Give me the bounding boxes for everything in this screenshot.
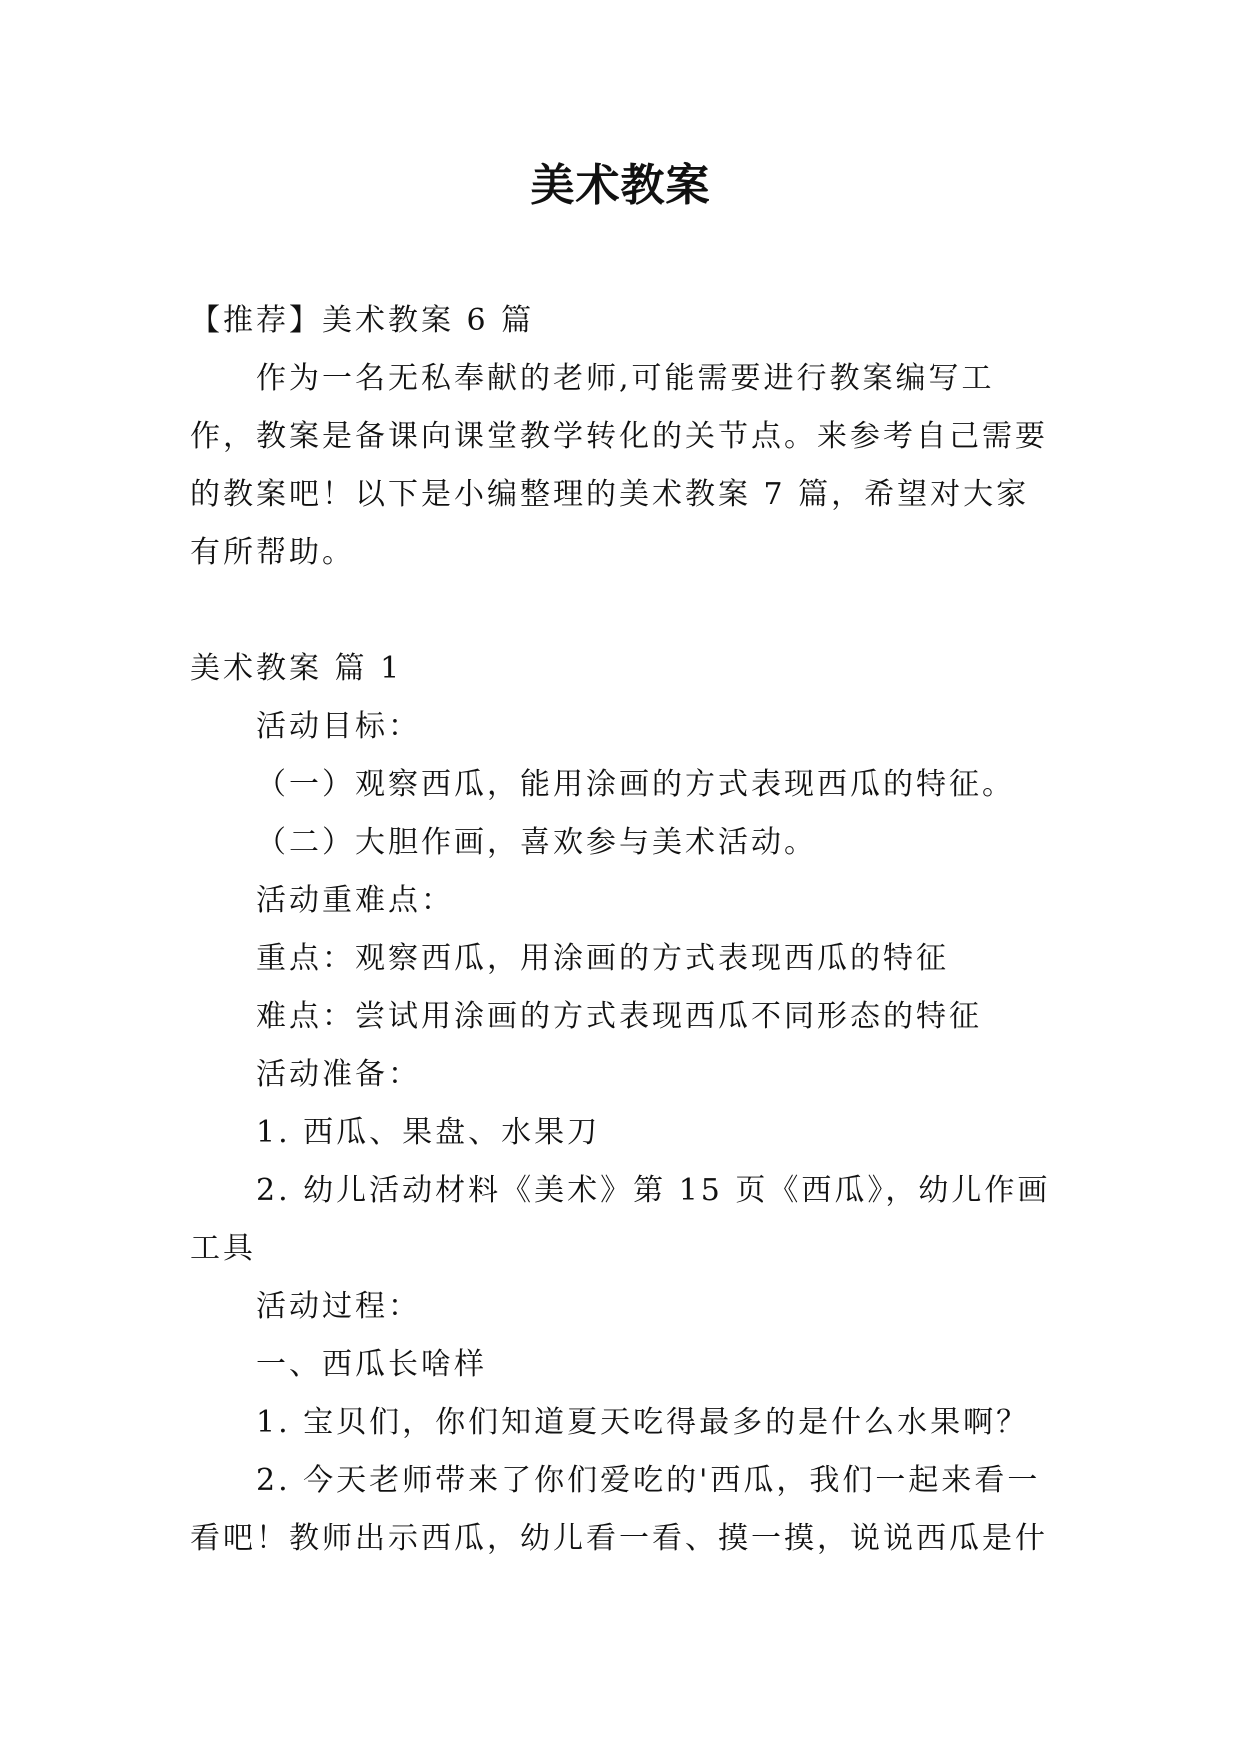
intro-paragraph: 作为一名无私奉献的老师,可能需要进行教案编写工作，教案是备课向课堂教学转化的关节点。来参考自己需要的教案吧！以下是小编整理的美术教案 7 篇，希望对大家有所帮助。: [190, 361, 1048, 570]
paragraph-process-heading: 活动过程：: [256, 1289, 421, 1324]
paragraph-goal-2: （二）大胆作画，喜欢参与美术活动。: [256, 825, 817, 860]
document-subtitle: 【推荐】美术教案 6 篇: [190, 303, 535, 338]
paragraph-preparation-heading: 活动准备：: [256, 1057, 421, 1092]
paragraph-key-points-heading: 活动重难点：: [256, 883, 454, 918]
document-title: 美术教案: [530, 160, 711, 211]
paragraph-spacer: [190, 582, 1052, 640]
paragraph-question-1: 1. 宝贝们，你们知道夏天吃得最多的是什么水果啊？: [256, 1405, 1030, 1440]
paragraph-key-point: 重点：观察西瓜，用涂画的方式表现西瓜的特征: [256, 941, 949, 976]
paragraph-preparation-2: 2. 幼儿活动材料《美术》第 15 页《西瓜》，幼儿作画工具: [190, 1173, 1051, 1266]
document-body: [190, 292, 1052, 1568]
paragraph-process-step-1: 一、西瓜长啥样: [256, 1347, 487, 1382]
paragraph-preparation-1: 1. 西瓜、果盘、水果刀: [256, 1115, 601, 1150]
paragraph-goal-1: （一）观察西瓜，能用涂画的方式表现西瓜的特征。: [256, 767, 1015, 802]
paragraph-activity-goals: 活动目标：: [256, 709, 421, 744]
paragraph-question-2: 2. 今天老师带来了你们爱吃的'西瓜，我们一起来看一看吧！教师出示西瓜，幼儿看一看、摸一摸，说说西瓜是什: [190, 1463, 1048, 1556]
section-heading: 美术教案 篇 1: [190, 651, 403, 686]
paragraph-difficulty: 难点：尝试用涂画的方式表现西瓜不同形态的特征: [256, 999, 982, 1034]
